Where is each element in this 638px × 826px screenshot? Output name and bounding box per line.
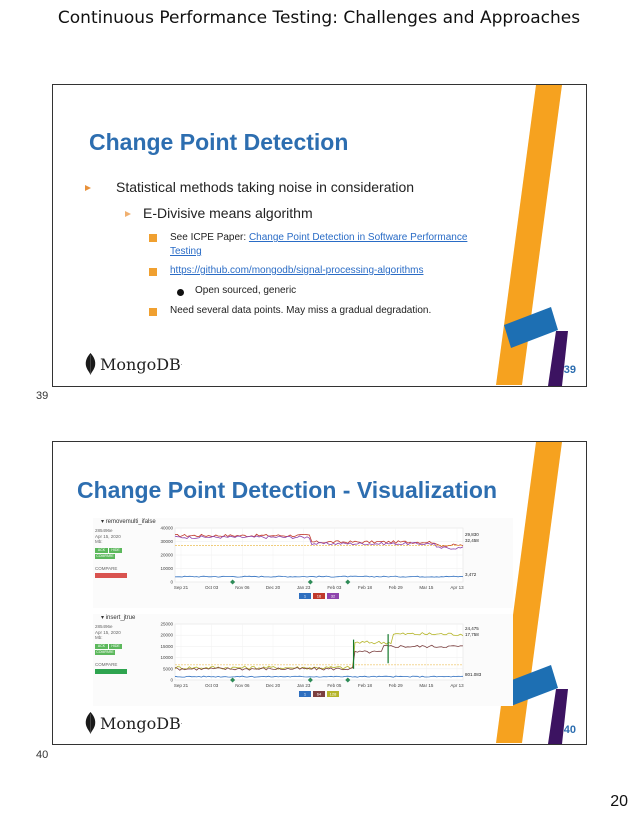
y-tick-label: 20000: [160, 632, 173, 638]
series-end-label: 29,830: [465, 532, 479, 537]
x-tick-label: Dec 20: [265, 683, 281, 688]
x-tick-label: Feb 29: [388, 585, 403, 590]
legend-label: 32: [330, 593, 336, 599]
mongodb-logo: [85, 712, 182, 734]
series-end-label: 32,458: [465, 538, 479, 543]
bullet-need-data-points: Need several data points. May miss a gradual degradation.: [170, 305, 432, 316]
bullet-statistical-methods: Statistical methods taking noise in consideration: [116, 179, 415, 195]
slide-number: 39: [563, 364, 576, 376]
x-tick-label: Oct 03: [205, 585, 219, 590]
slide-title: Change Point Detection: [89, 129, 349, 155]
slide-39: [52, 84, 587, 387]
legend-label: 16: [316, 593, 322, 599]
document-title: Continuous Performance Testing: Challenges and Approaches: [57, 8, 581, 28]
line-chart-removemulti: [149, 524, 513, 608]
square-bullet-icon: [149, 268, 157, 276]
x-tick-label: Oct 03: [205, 683, 219, 688]
y-tick-label: 0: [170, 579, 173, 585]
legend-label: 128: [329, 691, 337, 697]
x-tick-label: Jan 23: [296, 683, 311, 688]
y-tick-label: 10000: [160, 566, 173, 571]
chart-panel-insert: [93, 614, 513, 706]
paper-prefix: See ICPE Paper:: [170, 232, 249, 243]
slide-label-39: 39: [36, 390, 49, 402]
chart-panel-removemulti: [93, 518, 513, 608]
x-tick-label: Feb 18: [357, 683, 373, 688]
commit-meta: Mb:: [95, 635, 103, 640]
hide-button[interactable]: HIDE: [109, 644, 122, 649]
ack-button[interactable]: ACK: [95, 644, 108, 649]
commit-date: Apr 15, 2020: [95, 533, 121, 539]
chart-panel-title[interactable]: ▾ removemulti_ifalse: [101, 519, 156, 525]
slide-label-40: 40: [36, 749, 49, 761]
x-tick-label: Feb 05: [327, 683, 342, 688]
paper-link-continued[interactable]: Testing: [170, 246, 202, 257]
slide-title: Change Point Detection - Visualization: [77, 477, 498, 503]
commit-info: [95, 528, 121, 545]
x-tick-label: Apr 13: [450, 585, 464, 590]
slide-40: [52, 441, 587, 745]
panel-name: insert_jtrue: [105, 615, 136, 621]
x-tick-label: Sep 21: [173, 683, 189, 688]
ribbon-decoration: [496, 85, 586, 386]
legend-label: 1: [303, 593, 307, 599]
hide-button[interactable]: HIDE: [109, 548, 122, 553]
y-tick-label: 5000: [162, 666, 173, 672]
x-tick-label: Jan 23: [296, 585, 311, 590]
x-tick-label: Mar 15: [419, 585, 434, 590]
ack-button[interactable]: ACK: [95, 548, 108, 553]
y-tick-label: 20000: [160, 552, 173, 558]
compare-bar[interactable]: [95, 669, 127, 674]
y-tick-label: 25000: [160, 621, 173, 627]
y-tick-label: 30000: [160, 539, 173, 544]
y-tick-label: 10000: [160, 655, 173, 661]
mongodb-logo: [85, 353, 182, 375]
triangle-bullet-icon: [85, 185, 91, 191]
compare-bar[interactable]: [95, 573, 127, 578]
x-tick-label: Feb 03: [327, 585, 342, 590]
x-tick-label: Mar 15: [419, 683, 434, 688]
x-tick-label: Feb 18: [357, 585, 373, 590]
x-tick-label: Apr 13: [450, 683, 464, 688]
round-bullet-icon: [177, 289, 184, 296]
slide-number: 40: [563, 724, 576, 736]
panel-name: removemulti_ifalse: [105, 519, 156, 525]
x-tick-label: Feb 29: [388, 683, 403, 688]
x-tick-label: Dec 20: [265, 585, 281, 590]
github-link[interactable]: https://github.com/mongodb/signal-processing-algorithms: [170, 265, 424, 276]
mongodb-registered-mark: .: [180, 720, 183, 726]
compare-label: COMPARE: [95, 662, 118, 667]
mongodb-wordmark: MongoDB: [100, 713, 181, 733]
series-end-label: 801.083: [465, 672, 482, 677]
compare-button[interactable]: COMPARE: [96, 650, 114, 654]
square-bullet-icon: [149, 234, 157, 242]
bullet-e-divisive: E-Divisive means algorithm: [143, 205, 313, 221]
legend-label: 1: [303, 691, 307, 697]
bullet-open-sourced: Open sourced, generic: [195, 285, 297, 296]
series-end-label: 3,472: [465, 572, 477, 577]
y-tick-label: 15000: [160, 643, 173, 649]
compare-label: COMPARE: [95, 566, 118, 571]
x-tick-label: Sep 21: [173, 585, 189, 590]
chart-panel-title[interactable]: ▾ insert_jtrue: [101, 615, 136, 621]
commit-date: Apr 15, 2020: [95, 629, 121, 635]
commit-hash: 285496e: [95, 528, 113, 533]
mongodb-leaf-icon: [85, 353, 96, 375]
page-number: 20: [610, 793, 628, 810]
y-tick-label: 0: [170, 677, 173, 683]
commit-info: [95, 624, 121, 641]
series-end-label: 17,758: [465, 632, 479, 637]
mongodb-wordmark: MongoDB: [100, 354, 181, 374]
commit-hash: 285496e: [95, 624, 113, 629]
legend-label: 64: [316, 691, 322, 697]
commit-meta: Mb:: [95, 539, 103, 544]
mongodb-registered-mark: .: [180, 361, 183, 367]
square-bullet-icon: [149, 308, 157, 316]
y-tick-label: 40000: [160, 525, 173, 531]
paper-link[interactable]: Change Point Detection in Software Performance: [248, 232, 468, 243]
mongodb-leaf-icon: [85, 712, 96, 734]
compare-button[interactable]: COMPARE: [96, 554, 114, 558]
line-chart-insert: [149, 620, 513, 706]
x-tick-label: Nov 06: [235, 585, 250, 590]
bullet-icpe-paper: [170, 231, 467, 259]
x-tick-label: Nov 06: [235, 683, 250, 688]
series-end-label: 24,475: [465, 626, 479, 631]
triangle-bullet-icon: [125, 211, 131, 217]
